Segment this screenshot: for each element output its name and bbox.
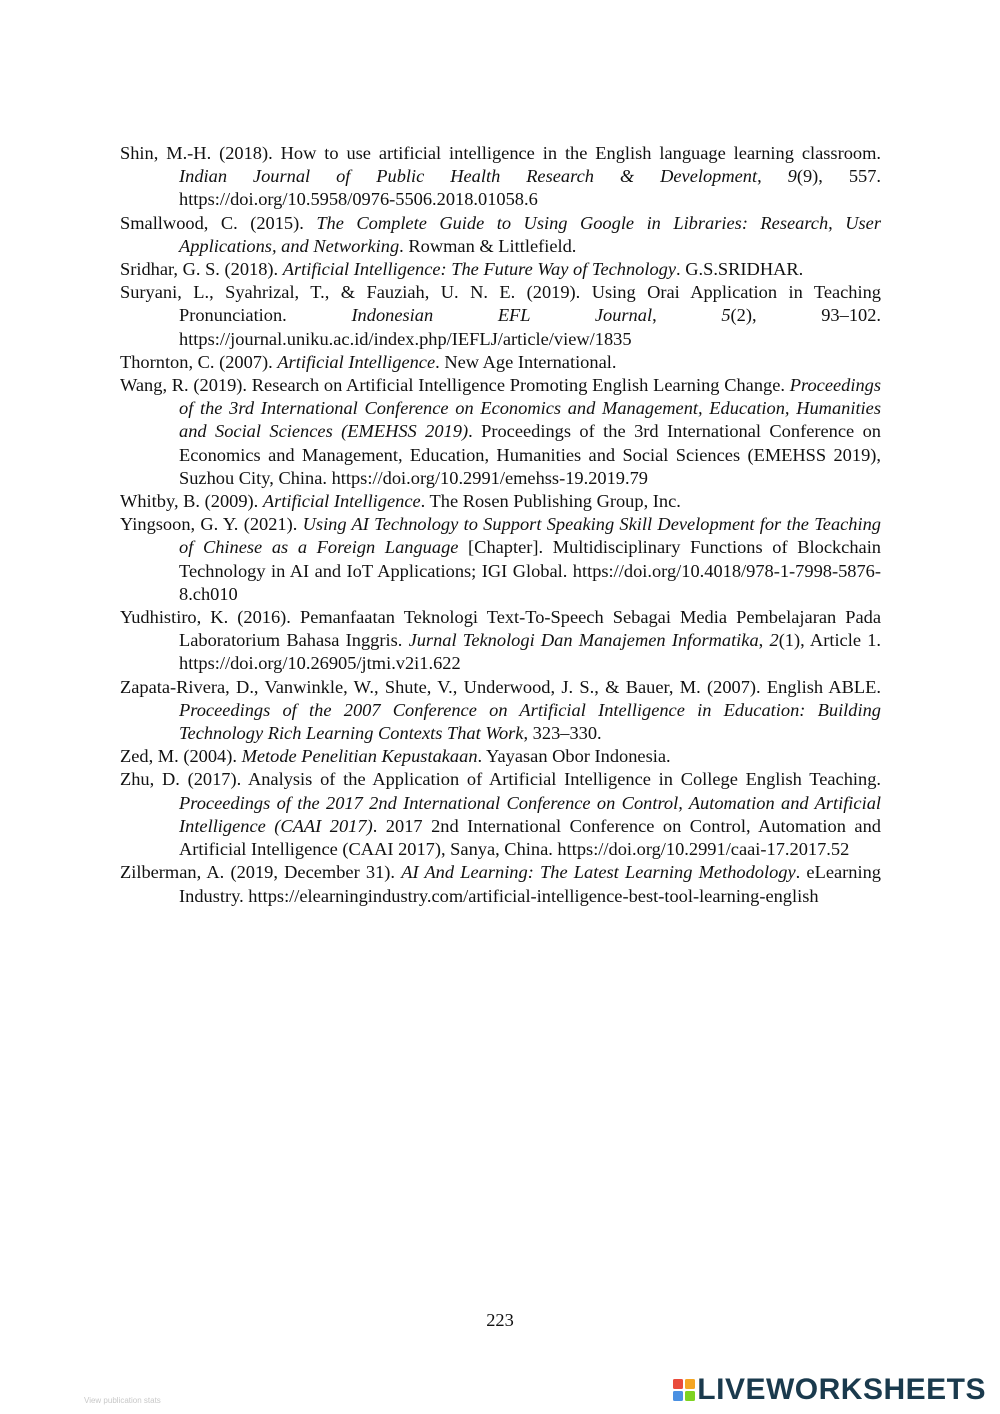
reference-text: . 2017 2nd International Conference on Control, Automation and Artificial Intelligence (CAAI 2017), Sanya, China. https://doi.org/10.2991/caai-17.2017.52 — [179, 815, 881, 860]
reference-text: Wang, R. (2019). Research on Artificial Intelligence Promoting English Learning Change. — [120, 375, 790, 396]
reference-entry — [120, 861, 881, 907]
reference-italic-text: 2 — [769, 630, 779, 651]
reference-italic-text: The Complete Guide to Using Google in Libraries: Research, User Applications, and Networking — [179, 212, 881, 256]
reference-entry — [120, 351, 881, 374]
reference-italic-text: 5 — [721, 305, 731, 326]
reference-text: Zapata-Rivera, D., Vanwinkle, W., Shute, V., Underwood, J. S., & Bauer, M. (2007). English ABLE. — [120, 676, 881, 697]
reference-entry — [120, 374, 881, 490]
reference-italic-text: Proceedings of the 2017 2nd International Conference on Control, Automation and Artificial Intelligence (CAAI 2017) — [179, 792, 881, 836]
reference-entry — [120, 513, 881, 606]
liveworksheets-logo-icon — [673, 1379, 695, 1401]
reference-italic-text: 9 — [787, 166, 797, 187]
reference-text: Whitby, B. (2009). — [120, 491, 263, 512]
reference-text: , 323–330. — [523, 723, 602, 744]
reference-italic-text: AI And Learning: The Latest Learning Methodology — [401, 862, 796, 883]
reference-text: . Proceedings of the 3rd International Conference on Economics and Management, Education, Humanities and Social Sciences (EMEHSS 2019), Suzhou City, China. https://doi.org/10.2991/emehss-19.2019.79 — [179, 421, 881, 488]
reference-text: , — [758, 630, 770, 651]
reference-text: Smallwood, C. (2015). — [120, 212, 317, 233]
reference-text: (9), 557. https://doi.org/10.5958/0976-5506.2018.01058.6 — [179, 166, 882, 210]
reference-text: Zilberman, A. (2019, December 31). — [120, 862, 402, 883]
reference-text: (1), Article 1. https://doi.org/10.26905/jtmi.v2i1.622 — [179, 630, 882, 674]
reference-text: . New Age International. — [435, 351, 617, 372]
reference-text: Zed, M. (2004). — [120, 746, 242, 767]
reference-entry — [120, 768, 881, 861]
view-publication-stats-link[interactable]: View publication stats — [84, 1396, 161, 1405]
reference-text: . G.S.SRIDHAR. — [676, 259, 804, 280]
liveworksheets-watermark[interactable] — [673, 1370, 986, 1410]
reference-entry — [120, 745, 881, 768]
reference-entry — [120, 142, 881, 212]
reference-entry — [120, 212, 881, 258]
reference-italic-text: Indonesian EFL Journal — [351, 305, 653, 326]
reference-italic-text: Artificial Intelligence — [262, 491, 421, 512]
reference-italic-text: Jurnal Teknologi Dan Manajemen Informatika — [408, 630, 759, 651]
reference-text: , — [757, 166, 788, 187]
reference-text: Yudhistiro, K. (2016). Pemanfaatan Teknologi Text-To-Speech Sebagai Media Pembelajaran Pada Laboratorium Bahasa Inggris. — [120, 607, 881, 651]
reference-italic-text: Using AI Technology to Support Speaking Skill Development for the Teaching of Chinese as a Foreign Language — [179, 514, 882, 558]
reference-text: Zhu, D. (2017). Analysis of the Application of Artificial Intelligence in College English Teaching. — [120, 769, 881, 790]
reference-text: . eLearning Industry. https://elearningindustry.com/artificial-intelligence-best-tool-learning-english — [179, 862, 881, 906]
watermark-text: LIVEWORKSHEETS — [697, 1373, 986, 1406]
reference-text: . Rowman & Littlefield. — [399, 235, 577, 256]
reference-text: . The Rosen Publishing Group, Inc. — [420, 491, 681, 512]
reference-entry — [120, 281, 881, 351]
reference-text: Yingsoon, G. Y. (2021). — [120, 514, 303, 535]
reference-italic-text: Artificial Intelligence: The Future Way of Technology — [282, 259, 677, 280]
reference-italic-text: Artificial Intelligence — [277, 351, 436, 372]
reference-text: , — [652, 305, 722, 326]
reference-text: . Yayasan Obor Indonesia. — [477, 746, 671, 767]
reference-list — [120, 142, 881, 908]
reference-entry — [120, 676, 881, 746]
reference-italic-text: Proceedings of the 2007 Conference on Artificial Intelligence in Education: Building Technology Rich Learning Contexts That Work — [179, 699, 881, 744]
reference-entry — [120, 490, 881, 513]
reference-entry — [120, 258, 881, 281]
reference-text: [Chapter]. Multidisciplinary Functions of Blockchain Technology in AI and IoT Applications; IGI Global. https://doi.org/10.4018/978-1-7998-5876-8.ch010 — [179, 537, 881, 604]
reference-text: Shin, M.-H. (2018). How to use artificial intelligence in the English language learning classroom. — [120, 143, 881, 163]
reference-italic-text: Indian Journal of Public Health Research & Development — [179, 166, 758, 187]
reference-text: (2), 93–102. https://journal.uniku.ac.id/index.php/IEFLJ/article/view/1835 — [179, 305, 881, 349]
reference-italic-text: Proceedings of the 3rd International Conference on Economics and Management, Education, Humanities and Social Sciences (EMEHSS 2019) — [179, 375, 881, 442]
reference-text: Thornton, C. (2007). — [120, 351, 278, 372]
reference-text: Sridhar, G. S. (2018). — [120, 259, 283, 280]
reference-italic-text: Metode Penelitian Kepustakaan — [241, 746, 478, 767]
reference-entry — [120, 606, 881, 676]
page-number: 223 — [486, 1310, 514, 1330]
reference-text: Suryani, L., Syahrizal, T., & Fauziah, U. N. E. (2019). Using Orai Application in Teaching Pronunciation. — [120, 282, 881, 326]
